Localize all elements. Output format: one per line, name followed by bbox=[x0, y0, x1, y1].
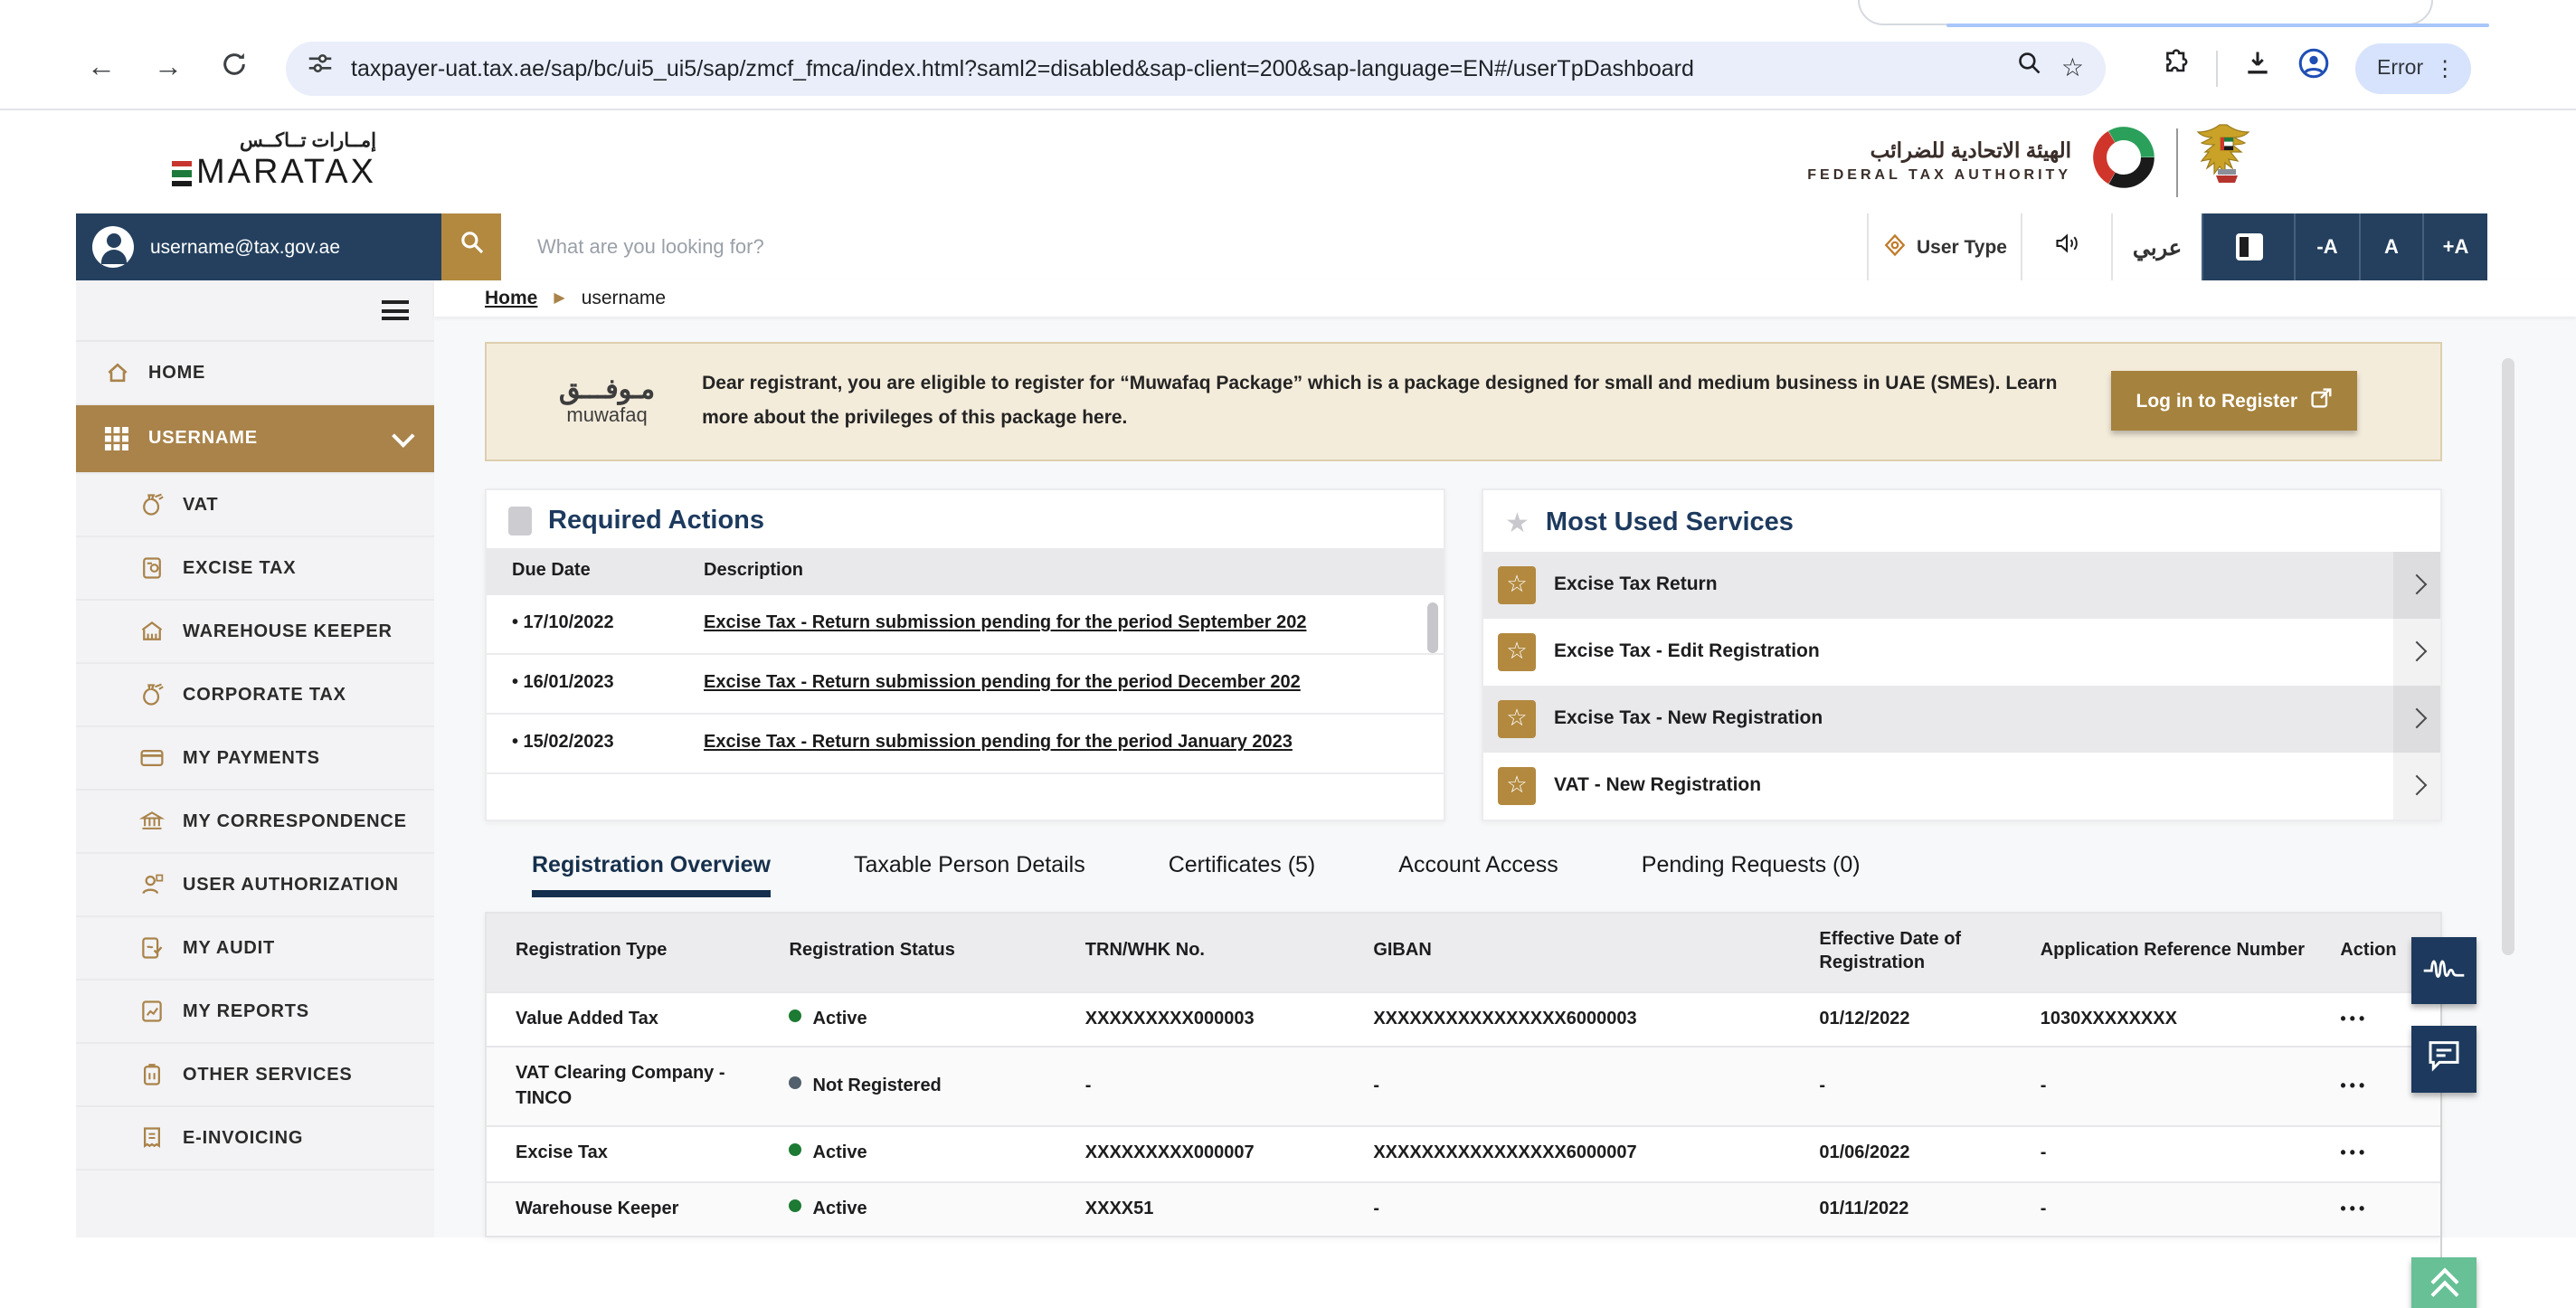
brand-divider bbox=[2176, 128, 2178, 196]
sidebar-item-user-authorization[interactable] bbox=[76, 854, 434, 917]
external-link-icon bbox=[2310, 387, 2332, 414]
search-button[interactable] bbox=[441, 213, 501, 280]
error-label: Error bbox=[2377, 57, 2424, 79]
home-icon bbox=[103, 359, 130, 386]
services-icon bbox=[137, 1061, 165, 1088]
tab-pending-requests[interactable]: Pending Requests (0) bbox=[1641, 851, 1861, 877]
sidebar bbox=[76, 280, 434, 1237]
service-item-excise-edit-registration[interactable] bbox=[1483, 618, 2440, 685]
table-row-warehouse-keeper bbox=[487, 1181, 2440, 1236]
sidebar-item-label: MY PAYMENTS bbox=[183, 748, 320, 768]
chevron-right-icon bbox=[2407, 775, 2428, 796]
forward-icon[interactable]: → bbox=[154, 52, 183, 82]
warehouse-icon bbox=[137, 618, 165, 645]
chevron-right-icon bbox=[2407, 574, 2428, 595]
chat-feedback-button[interactable] bbox=[2411, 1026, 2477, 1093]
effective-date: 01/11/2022 bbox=[1804, 1181, 2025, 1236]
column-registration-type: Registration Type bbox=[487, 913, 775, 991]
registration-type: VAT Clearing Company - TINCO bbox=[487, 1047, 775, 1126]
service-item-excise-new-registration[interactable] bbox=[1483, 685, 2440, 752]
giban-value: XXXXXXXXXXXXXXXX6000007 bbox=[1359, 1126, 1804, 1181]
sidebar-item-other-services[interactable] bbox=[76, 1044, 434, 1107]
uae-falcon-emblem bbox=[2196, 121, 2258, 203]
star-badge-icon: ☆ bbox=[1498, 565, 1536, 603]
service-label: Excise Tax - Edit Registration bbox=[1554, 640, 1820, 662]
application-reference: - bbox=[2026, 1047, 2326, 1126]
tab-accent-line bbox=[1946, 24, 2489, 27]
service-label: Excise Tax Return bbox=[1554, 573, 1718, 595]
registration-type: Excise Tax bbox=[487, 1126, 775, 1181]
emaratax-e-bars-icon bbox=[173, 161, 193, 187]
menu-kebab-icon[interactable]: ⋮ bbox=[2434, 55, 2457, 81]
application-reference: - bbox=[2026, 1181, 2326, 1236]
registration-type: Warehouse Keeper bbox=[487, 1181, 775, 1236]
column-application-reference: Application Reference Number bbox=[2026, 913, 2326, 991]
username-email: username@tax.gov.ae bbox=[150, 236, 341, 258]
emaratax-arabic-label: إمــارات تــاكــس bbox=[240, 130, 376, 152]
scroll-to-top-button[interactable] bbox=[2411, 1257, 2477, 1308]
sidebar-item-excise-tax[interactable] bbox=[76, 537, 434, 601]
breadcrumb-home-link[interactable]: Home bbox=[485, 287, 538, 309]
breadcrumb-current: username bbox=[581, 287, 667, 309]
masthead bbox=[0, 110, 2576, 213]
column-description: Description bbox=[704, 561, 804, 581]
browser-chrome bbox=[0, 0, 2576, 110]
row-actions-menu[interactable]: ••• bbox=[2340, 1143, 2369, 1161]
hamburger-icon bbox=[382, 296, 409, 325]
contrast-toggle[interactable] bbox=[2202, 213, 2294, 280]
sidebar-item-label: WAREHOUSE KEEPER bbox=[183, 621, 393, 641]
sidebar-collapse-button[interactable] bbox=[76, 280, 434, 342]
service-item-vat-new-registration[interactable] bbox=[1483, 752, 2440, 819]
giban-value: XXXXXXXXXXXXXXXX6000003 bbox=[1359, 991, 1804, 1047]
row-actions-menu[interactable]: ••• bbox=[2340, 1199, 2369, 1217]
table-row-vat-clearing bbox=[487, 1047, 2440, 1126]
search-placeholder: What are you looking for? bbox=[537, 236, 764, 258]
panel-scrollbar-thumb[interactable] bbox=[1427, 602, 1438, 652]
status-dot-active bbox=[790, 1199, 802, 1211]
star-badge-icon: ☆ bbox=[1498, 766, 1536, 804]
muwafaq-banner-text: Dear registrant, you are eligible to register for “Muwafaq Package” which is a package designed for small and medium business in UAE (SMEs). Learn more about the privileges of this package here. bbox=[702, 372, 2058, 428]
sidebar-item-label: HOME bbox=[148, 363, 206, 383]
excise-doc-icon bbox=[137, 554, 165, 582]
fta-brand bbox=[1807, 121, 2258, 203]
sidebar-item-e-invoicing[interactable] bbox=[76, 1107, 434, 1171]
sidebar-item-label: USERNAME bbox=[148, 429, 258, 449]
service-item-excise-tax-return[interactable] bbox=[1483, 551, 2440, 618]
sidebar-item-username[interactable] bbox=[76, 405, 434, 474]
required-action-row bbox=[487, 714, 1444, 773]
required-action-row bbox=[487, 594, 1444, 654]
required-actions-icon bbox=[508, 506, 532, 535]
table-row-excise bbox=[487, 1126, 2440, 1181]
logged-in-user[interactable] bbox=[76, 213, 441, 280]
chat-bubble-icon bbox=[2426, 1037, 2462, 1082]
invoice-icon bbox=[137, 1124, 165, 1152]
sidebar-item-label: MY AUDIT bbox=[183, 938, 275, 958]
sidebar-item-my-payments[interactable] bbox=[76, 727, 434, 791]
column-registration-status: Registration Status bbox=[775, 913, 1071, 991]
registration-overview-table bbox=[485, 911, 2442, 1237]
dashboard-tabs bbox=[485, 851, 2442, 896]
trn-value: - bbox=[1071, 1047, 1359, 1126]
address-bar[interactable] bbox=[286, 41, 2106, 95]
due-date: • 17/10/2022 bbox=[512, 613, 614, 633]
login-to-register-button[interactable] bbox=[2111, 371, 2358, 431]
muwafaq-latin-label: muwafaq bbox=[566, 404, 648, 426]
arabic-label: عربي bbox=[2132, 234, 2183, 260]
toolbar-actions bbox=[2162, 43, 2470, 93]
sidebar-item-home[interactable] bbox=[76, 342, 434, 405]
status-dot-active bbox=[790, 1143, 802, 1156]
sidebar-item-my-audit[interactable] bbox=[76, 917, 434, 981]
page-scrollbar-thumb[interactable] bbox=[2502, 358, 2514, 955]
tab-certificates[interactable]: Certificates (5) bbox=[1168, 851, 1316, 877]
required-actions-header bbox=[487, 547, 1444, 594]
accessibility-widget-button[interactable] bbox=[2411, 937, 2477, 1004]
bank-icon bbox=[137, 808, 165, 835]
breadcrumb-arrow-icon: ▶ bbox=[554, 289, 565, 307]
user-type-button[interactable] bbox=[1867, 213, 2021, 280]
required-action-row bbox=[487, 654, 1444, 714]
chevron-down-icon bbox=[392, 424, 414, 447]
tab-registration-overview[interactable]: Registration Overview bbox=[532, 851, 771, 896]
sidebar-item-corporate-tax[interactable] bbox=[76, 664, 434, 727]
giban-value: - bbox=[1359, 1047, 1804, 1126]
column-due-date: Due Date bbox=[512, 561, 591, 581]
most-used-services-title: Most Used Services bbox=[1545, 507, 1794, 536]
chevron-right-icon bbox=[2407, 708, 2428, 729]
reload-icon[interactable] bbox=[221, 51, 248, 85]
browser-tab[interactable] bbox=[1858, 0, 2433, 25]
emaratax-logo bbox=[105, 130, 376, 194]
font-reset-button[interactable]: A bbox=[2359, 213, 2422, 280]
action-link[interactable]: Excise Tax - Return submission pending for the period September 202 bbox=[704, 613, 1307, 633]
effective-date: 01/12/2022 bbox=[1804, 991, 2025, 1047]
effective-date: 01/06/2022 bbox=[1804, 1126, 2025, 1181]
sidebar-item-label: CORPORATE TAX bbox=[183, 685, 346, 705]
application-reference: - bbox=[2026, 1126, 2326, 1181]
sidebar-item-my-reports[interactable] bbox=[76, 981, 434, 1044]
column-action: Action bbox=[2325, 913, 2440, 991]
application-reference: 1030XXXXXXXX bbox=[2026, 991, 2326, 1047]
tab-taxable-person-details[interactable]: Taxable Person Details bbox=[854, 851, 1085, 877]
muwafaq-arabic-label: مـوفـــق bbox=[559, 374, 656, 404]
contrast-icon bbox=[2235, 233, 2262, 261]
tune-icon[interactable] bbox=[308, 51, 333, 85]
sidebar-item-warehouse-keeper[interactable] bbox=[76, 601, 434, 664]
giban-value: - bbox=[1359, 1181, 1804, 1236]
url-text: taxpayer-uat.tax.ae/sap/bc/ui5_ui5/sap/zmcf_fmca/index.html?saml2=disabled&sap-client=200&sap-language=EN#/userTpDashboard bbox=[351, 55, 1694, 81]
due-date: • 16/01/2023 bbox=[512, 673, 614, 693]
browser-toolbar bbox=[0, 27, 2576, 110]
accessibility-squiggle-icon bbox=[2422, 952, 2466, 990]
fta-arabic-label: الهيئة الاتحادية للضرائب bbox=[1870, 141, 2071, 164]
service-label: VAT - New Registration bbox=[1554, 774, 1762, 796]
sidebar-item-label: VAT bbox=[183, 495, 219, 515]
breadcrumb bbox=[434, 280, 2576, 316]
payment-card-icon bbox=[137, 744, 165, 772]
sidebar-item-my-correspondence[interactable] bbox=[76, 791, 434, 854]
sidebar-item-label: EXCISE TAX bbox=[183, 558, 297, 578]
font-decrease-button[interactable]: -A bbox=[2294, 213, 2359, 280]
search-icon[interactable] bbox=[2018, 51, 2043, 85]
effective-date: - bbox=[1804, 1047, 2025, 1126]
user-type-label: User Type bbox=[1917, 236, 2007, 258]
user-icon bbox=[137, 871, 165, 898]
chevron-right-icon bbox=[2407, 641, 2428, 662]
user-avatar-icon bbox=[92, 226, 134, 268]
audit-icon bbox=[137, 934, 165, 962]
column-giban: GIBAN bbox=[1359, 913, 1804, 991]
money-bag-icon bbox=[137, 681, 165, 708]
column-effective-date: Effective Date of Registration bbox=[1804, 913, 2025, 991]
grid-icon bbox=[103, 425, 130, 452]
speaker-icon bbox=[2053, 229, 2080, 265]
extensions-icon[interactable] bbox=[2162, 49, 2191, 87]
status-badge: Active bbox=[812, 1199, 867, 1218]
status-badge: Not Registered bbox=[812, 1076, 942, 1096]
tab-account-access[interactable]: Account Access bbox=[1398, 851, 1558, 877]
star-badge-icon: ☆ bbox=[1498, 699, 1536, 737]
search-icon bbox=[459, 230, 484, 264]
star-badge-icon: ☆ bbox=[1498, 632, 1536, 670]
row-actions-menu[interactable]: ••• bbox=[2340, 1076, 2369, 1095]
row-actions-menu[interactable]: ••• bbox=[2340, 1009, 2369, 1027]
service-label: Excise Tax - New Registration bbox=[1554, 707, 1823, 729]
app-topbar bbox=[76, 213, 2487, 280]
action-link[interactable]: Excise Tax - Return submission pending for the period December 202 bbox=[704, 673, 1301, 693]
fta-roundel-logo bbox=[2089, 123, 2158, 201]
login-to-register-label: Log in to Register bbox=[2136, 390, 2297, 412]
download-icon[interactable] bbox=[2243, 49, 2272, 87]
global-search-input[interactable] bbox=[501, 213, 1867, 280]
trn-value: XXXXXXXXX000007 bbox=[1071, 1126, 1359, 1181]
registration-type: Value Added Tax bbox=[487, 991, 775, 1047]
money-bag-icon bbox=[137, 491, 165, 518]
table-header-row bbox=[487, 913, 2440, 991]
required-actions-title: Required Actions bbox=[548, 506, 765, 535]
status-badge: Active bbox=[812, 1143, 867, 1163]
bookmark-star-icon[interactable]: ☆ bbox=[2060, 52, 2084, 81]
sidebar-item-label: E-INVOICING bbox=[183, 1128, 304, 1148]
browser-error-chip[interactable] bbox=[2355, 43, 2470, 93]
user-type-icon bbox=[1882, 232, 1906, 261]
required-actions-panel bbox=[485, 488, 1445, 820]
muwafaq-logo bbox=[559, 375, 655, 426]
fta-english-label: FEDERAL TAX AUTHORITY bbox=[1807, 166, 2071, 183]
column-trn-whk: TRN/WHK No. bbox=[1071, 913, 1359, 991]
trn-value: XXXXXXXXX000003 bbox=[1071, 991, 1359, 1047]
due-date: • 15/02/2023 bbox=[512, 733, 614, 753]
table-row-vat bbox=[487, 991, 2440, 1047]
profile-icon[interactable] bbox=[2297, 47, 2330, 89]
emaratax-wordmark: MARATAX bbox=[195, 154, 376, 192]
browser-tabstrip bbox=[0, 0, 2576, 27]
main-content bbox=[434, 280, 2576, 1237]
toolbar-divider bbox=[2216, 50, 2218, 86]
language-toggle-arabic[interactable] bbox=[2111, 213, 2202, 280]
sidebar-item-label: OTHER SERVICES bbox=[183, 1065, 353, 1085]
sidebar-item-label: USER AUTHORIZATION bbox=[183, 875, 399, 895]
sidebar-item-label: MY CORRESPONDENCE bbox=[183, 811, 407, 831]
sidebar-item-vat[interactable] bbox=[76, 474, 434, 537]
muwafaq-banner bbox=[485, 341, 2442, 460]
action-link[interactable]: Excise Tax - Return submission pending for the period January 2023 bbox=[704, 733, 1293, 753]
text-to-speech-button[interactable] bbox=[2021, 213, 2111, 280]
status-badge: Active bbox=[812, 1009, 867, 1028]
status-dot-active bbox=[790, 1009, 802, 1021]
sidebar-item-label: MY REPORTS bbox=[183, 1001, 309, 1021]
most-used-services-icon: ★ bbox=[1505, 507, 1530, 538]
status-dot-not-registered bbox=[790, 1076, 802, 1089]
font-increase-button[interactable]: +A bbox=[2422, 213, 2487, 280]
report-icon bbox=[137, 998, 165, 1025]
back-icon[interactable]: ← bbox=[87, 52, 116, 82]
trn-value: XXXX51 bbox=[1071, 1181, 1359, 1236]
most-used-services-panel bbox=[1482, 488, 2442, 820]
